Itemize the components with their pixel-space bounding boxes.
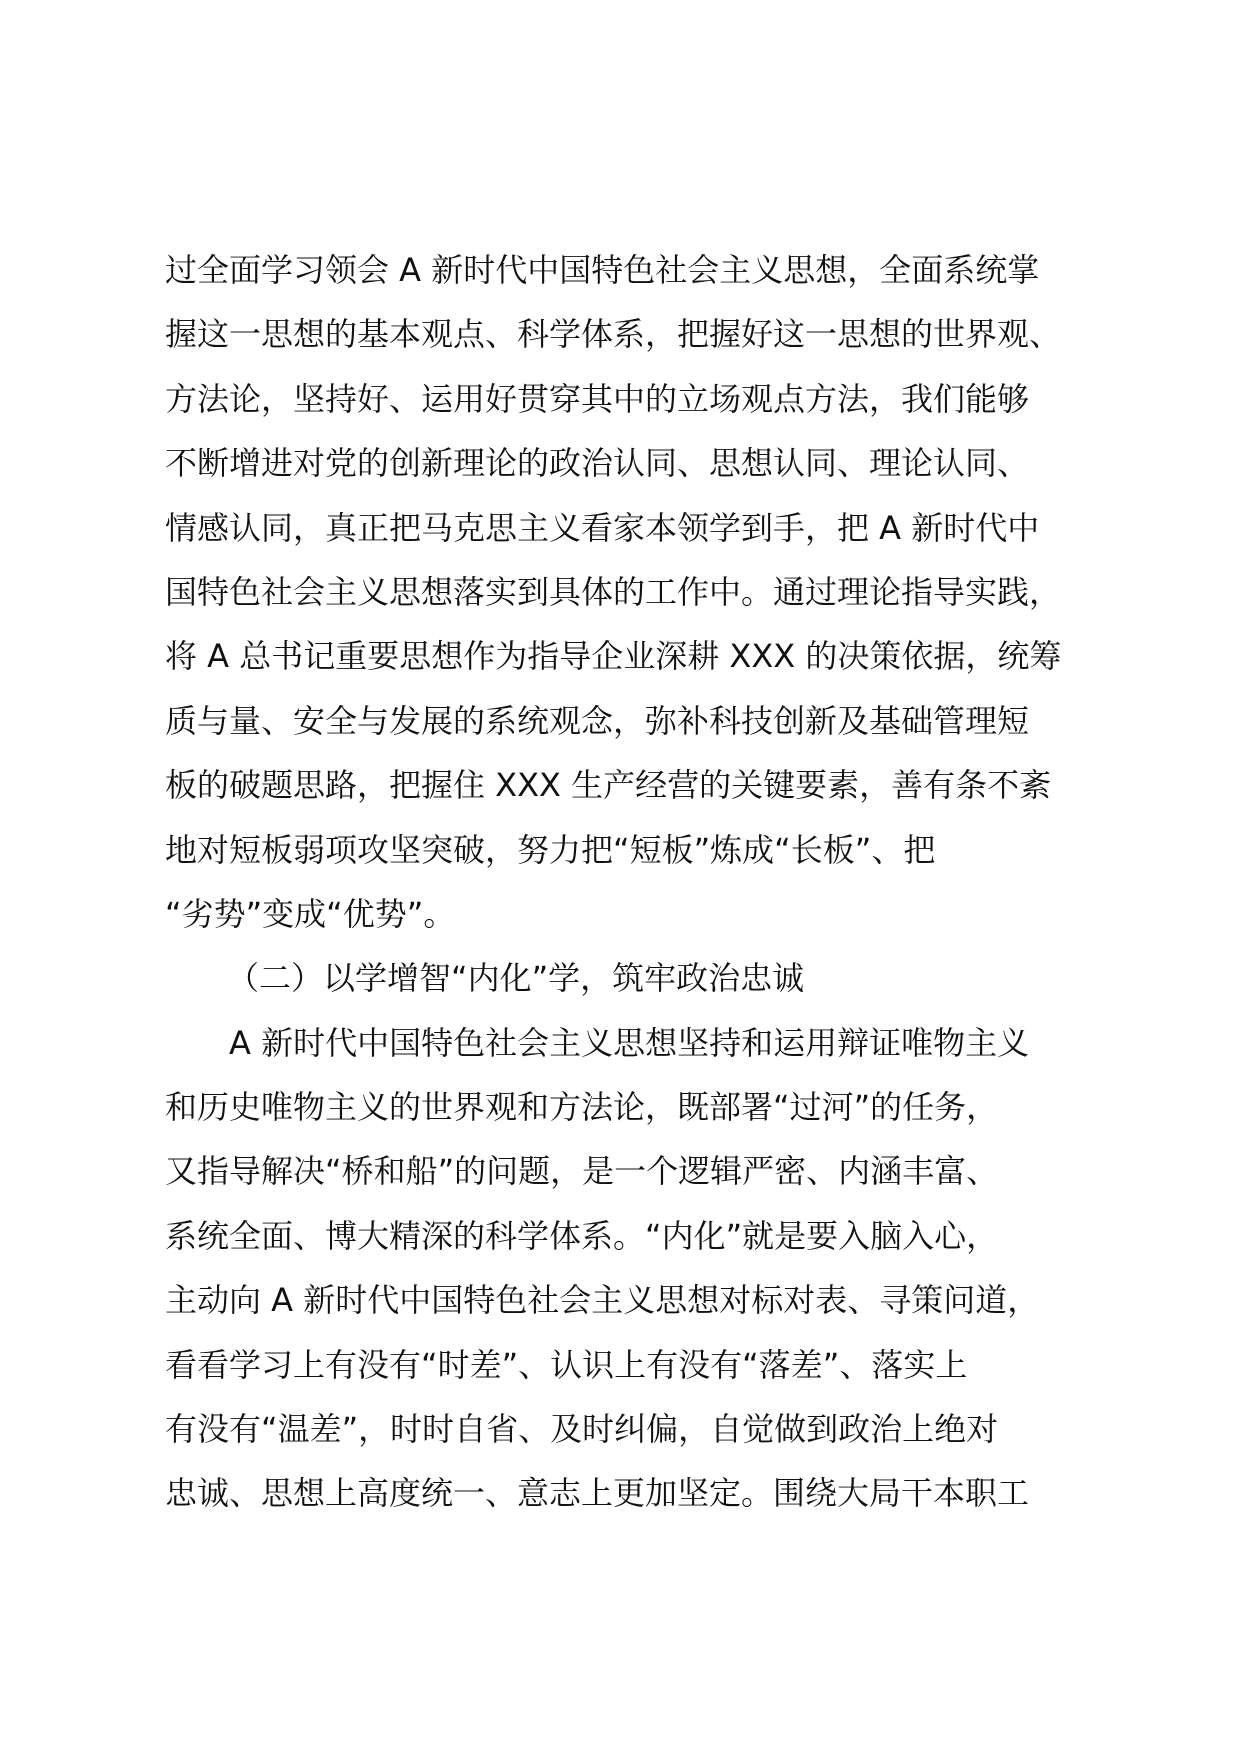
paragraph-line: A 新时代中国特色社会主义思想坚持和运用辩证唯物主义 (229, 1023, 1030, 1062)
paragraph-line: 和历史唯物主义的世界观和方法论，既部署“过河”的任务， (165, 1088, 999, 1127)
body-text (165, 238, 1125, 1526)
paragraph-line: 有没有“温差”，时时自省、及时纠偏，自觉做到政治上绝对 (165, 1410, 999, 1449)
paragraph-line: 忠诚、思想上高度统一、意志上更加坚定。围绕大局干本职工 (165, 1474, 1030, 1513)
paragraph-line: 质与量、安全与发展的系统观念，弥补科技创新及基础管理短 (165, 701, 1030, 740)
paragraph-line: 看看学习上有没有“时差”、认识上有没有“落差”、落实上 (165, 1345, 968, 1384)
paragraph-line: 板的破题思路，把握住 XXX 生产经营的关键要素，善有条不紊 (165, 766, 1052, 805)
paragraph-line: 过全面学习领会 A 新时代中国特色社会主义思想，全面系统掌 (165, 251, 1040, 289)
paragraph-line: 握这一思想的基本观点、科学体系，把握好这一思想的世界观、 (165, 315, 1062, 354)
paragraph-line: 不断增进对党的创新理论的政治认同、思想认同、理论认同、 (165, 444, 1030, 483)
paragraph-line: 将 A 总书记重要思想作为指导企业深耕 XXX 的决策依据，统筹 (165, 637, 1062, 676)
paragraph-line: “劣势”变成“优势”。 (165, 894, 456, 933)
paragraph-line: 又指导解决“桥和船”的问题，是一个逻辑严密、内涵丰富、 (165, 1152, 999, 1191)
section-heading: （二）以学增智“内化”学，筑牢政治忠诚 (227, 959, 805, 998)
paragraph-line: 主动向 A 新时代中国特色社会主义思想对标对表、寻策问道， (165, 1281, 1040, 1320)
paragraph-line: 地对短板弱项攻坚突破，努力把“短板”炼成“长板”、把 (165, 830, 936, 869)
paragraph-line: 情感认同，真正把马克思主义看家本领学到手，把 A 新时代中 (165, 508, 1040, 547)
paragraph-line: 方法论，坚持好、运用好贯穿其中的立场观点方法，我们能够 (165, 379, 1030, 418)
paragraph-line: 国特色社会主义思想落实到具体的工作中。通过理论指导实践， (165, 572, 1062, 611)
paragraph-line: 系统全面、博大精深的科学体系。“内化”就是要入脑入心， (165, 1216, 999, 1255)
